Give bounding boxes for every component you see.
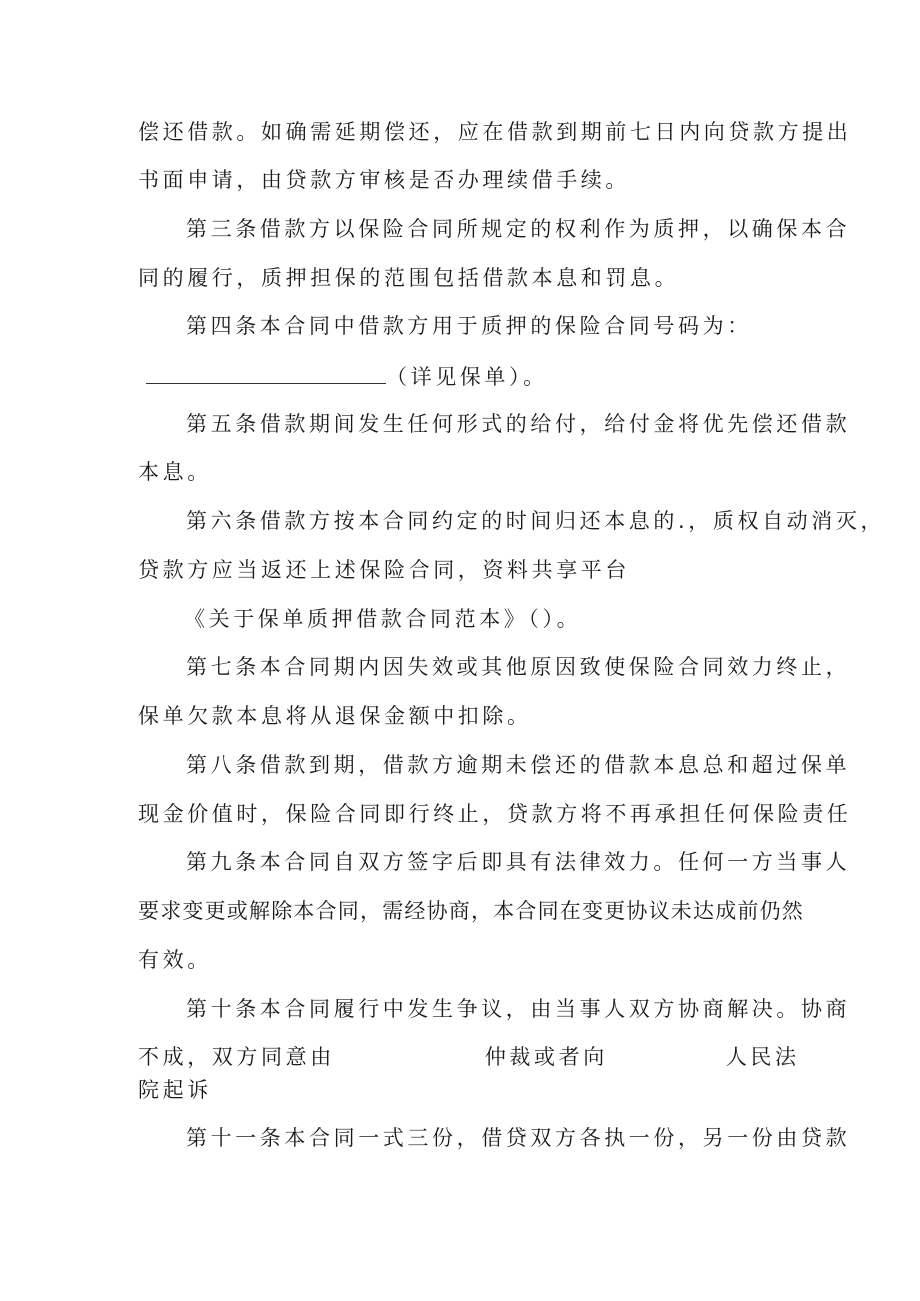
- article-11-line: 第十一条本合同一式三份，借贷双方各执一份，另一份由贷款: [186, 1126, 851, 1150]
- article-4-line: 第四条本合同中借款方用于质押的保险合同号码为：: [186, 314, 752, 338]
- paragraph-line: 同的履行，质押担保的范围包括借款本息和罚息。: [138, 266, 680, 290]
- arbitration-text-3: 人民法: [725, 1045, 800, 1069]
- policy-number-line: [146, 361, 548, 391]
- article-8-line: 第八条借款到期，借款方逾期未偿还的借款本息总和超过保单: [186, 753, 851, 777]
- paragraph-line: 保单欠款本息将从退保金额中扣除。: [138, 704, 532, 728]
- article-7-line: 第七条本合同期内因失效或其他原因致使保险合同效力终止，: [186, 655, 851, 679]
- paragraph-line: 偿还借款。如确需延期偿还，应在借款到期前七日内向贷款方提出: [138, 120, 852, 144]
- article-3-line: 第三条借款方以保险合同所规定的权利作为质押，以确保本合: [186, 217, 851, 241]
- arbitration-text-1: 不成，双方同意由: [138, 1045, 335, 1069]
- paragraph-line: 要求变更或解除本合同，需经协商，本合同在变更协议未达成前仍然: [138, 899, 804, 923]
- paragraph-line: 院起诉: [138, 1078, 212, 1102]
- paragraph-line: 书面申请，由贷款方审核是否办理续借手续。: [138, 168, 630, 192]
- paragraph-line: 现金价值时，保险合同即行终止，贷款方将不再承担任何保险责任: [138, 802, 852, 826]
- policy-number-blank: [146, 361, 386, 384]
- article-5-line: 第五条借款期间发生任何形式的给付，给付金将优先偿还借款: [186, 412, 851, 436]
- paragraph-line: 有效。: [138, 948, 212, 972]
- paragraph-line: 贷款方应当返还上述保险合同，资料共享平台: [138, 558, 630, 582]
- paragraph-line: 本息。: [138, 460, 212, 484]
- arbitration-line: [138, 1043, 800, 1071]
- see-policy-text: （详见保单）。: [386, 365, 548, 389]
- article-10-line: 第十条本合同履行中发生争议，由当事人双方协商解决。协商: [186, 997, 851, 1021]
- article-6-line: 第六条借款方按本合同约定的时间归还本息的.，质权自动消灭，: [186, 509, 886, 533]
- arbitration-text-2: 仲裁或者向: [484, 1045, 608, 1069]
- document-reference-line: 《关于保单质押借款合同范本》（）。: [184, 607, 582, 631]
- article-9-line: 第九条本合同自双方签字后即具有法律效力。任何一方当事人: [186, 850, 851, 874]
